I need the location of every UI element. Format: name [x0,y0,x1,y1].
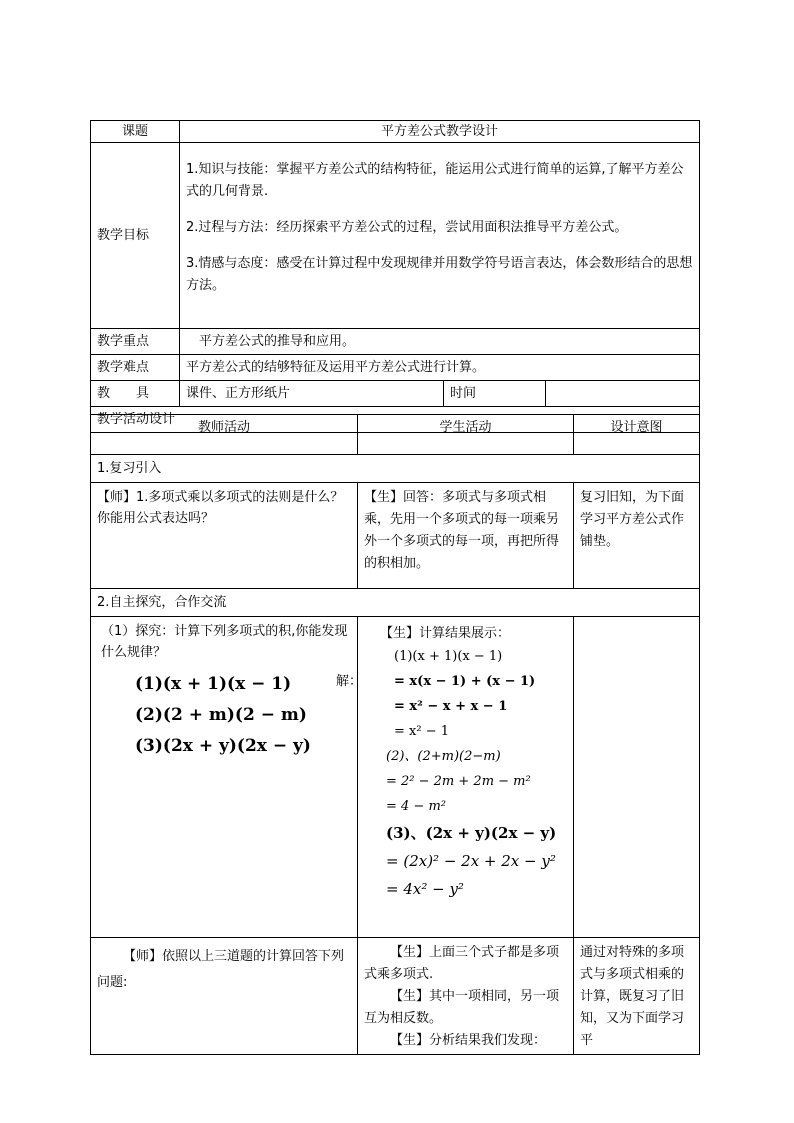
sol1-line-2: 解： = x(x − 1) + (x − 1) [364,669,567,694]
step1-student: 【生】回答：多项式与多项式相乘，先用一个多项式的每一项乘另外一个多项式的每一项，再把所得的积相加。 [358,483,574,589]
sol3-line-2: = (2x)² − 2x + 2x − y² [386,852,556,870]
expression-3: (3)(2x + y)(2x − y) [135,736,311,756]
solution-prefix: 解： [336,674,363,689]
sol3-line-1: (3)、(2x + y)(2x − y) [386,824,557,842]
step3-student [358,938,574,1055]
activity-section-label: 教学活动设计 [91,407,700,433]
subject-label: 课题 [91,121,180,143]
objective-knowledge: 1.知识与技能：掌握平方差公式的结构特征，能运用公式进行简单的运算,了解平方差公式的几何背景. [186,162,684,199]
step1-title: 1.复习引入 [91,455,700,483]
step3-student-line-2: 【生】其中一项相同，另一项互为相反数。 [364,989,560,1026]
expression-2: (2)(2 + m)(2 − m) [135,705,307,725]
sol1-line-1: (1)(x + 1)(x − 1) [394,649,503,664]
sol1-line-4: = x² − 1 [394,724,449,739]
step3-teacher: 【师】依照以上三道题的计算回答下列问题: [91,938,358,1055]
step2-intent [574,617,700,938]
step1-intent: 复习旧知，为下面学习平方差公式作铺垫。 [574,483,700,589]
sol2-line-3: = 4 − m² [386,799,446,814]
tools-label: 教 具 [91,381,180,407]
lesson-title: 平方差公式教学设计 [180,121,700,143]
column-intent: 设计意图 [574,415,700,455]
difficulty-label: 教学难点 [91,355,180,381]
step3-student-line-1: 【生】上面三个式子都是多项式乘多项式. [364,945,560,982]
sol2-line-2: = 2² − 2m + 2m − m² [386,774,531,789]
objective-process: 2.过程与方法：经历探索平方差公式的过程，尝试用面积法推导平方差公式。 [186,220,628,235]
column-teacher: 教师活动 [91,415,358,455]
objectives-cell [180,143,700,329]
solution-block [336,644,567,903]
expression-1: (1)(x + 1)(x − 1) [135,674,292,694]
key-point-label: 教学重点 [91,329,180,355]
column-student: 学生活动 [358,415,574,455]
time-label: 时间 [444,381,546,407]
objective-attitude: 3.情感与态度：感受在计算过程中发现规律并用数学符号语言表达，体会数形结合的思想方法。 [186,256,693,293]
solution-heading: 【生】计算结果展示： [380,626,511,641]
sol1-line-3: = x² − x + x − 1 [394,699,508,714]
key-point-value: 平方差公式的推导和应用。 [180,329,700,355]
info-table [90,120,700,433]
activity-table [90,414,700,1055]
tools-value: 课件、正方形纸片 [180,381,444,407]
step3-intent: 通过对特殊的多项式与多项式相乘的计算，既复习了旧知，又为下面学习平 [574,938,700,1055]
step2-title: 2.自主探究，合作交流 [91,589,700,617]
sol2-line-1: (2)、(2+m)(2−m) [386,749,501,764]
step2-student [336,617,574,938]
difficulty-value: 平方差公式的结够特征及运用平方差公式进行计算。 [180,355,700,381]
step1-teacher: 【师】1.多项式乘以多项式的法则是什么？你能用公式表达吗？ [91,483,358,589]
objectives-label: 教学目标 [91,143,180,329]
step3-student-line-3: 【生】分析结果我们发现： [390,1033,547,1048]
time-value [546,381,700,407]
step2-question: （1）探究：计算下列多项式的积,你能发现什么规律？ [101,624,348,660]
sol3-line-3: = 4x² − y² [386,880,464,898]
step2-teacher [91,617,358,938]
